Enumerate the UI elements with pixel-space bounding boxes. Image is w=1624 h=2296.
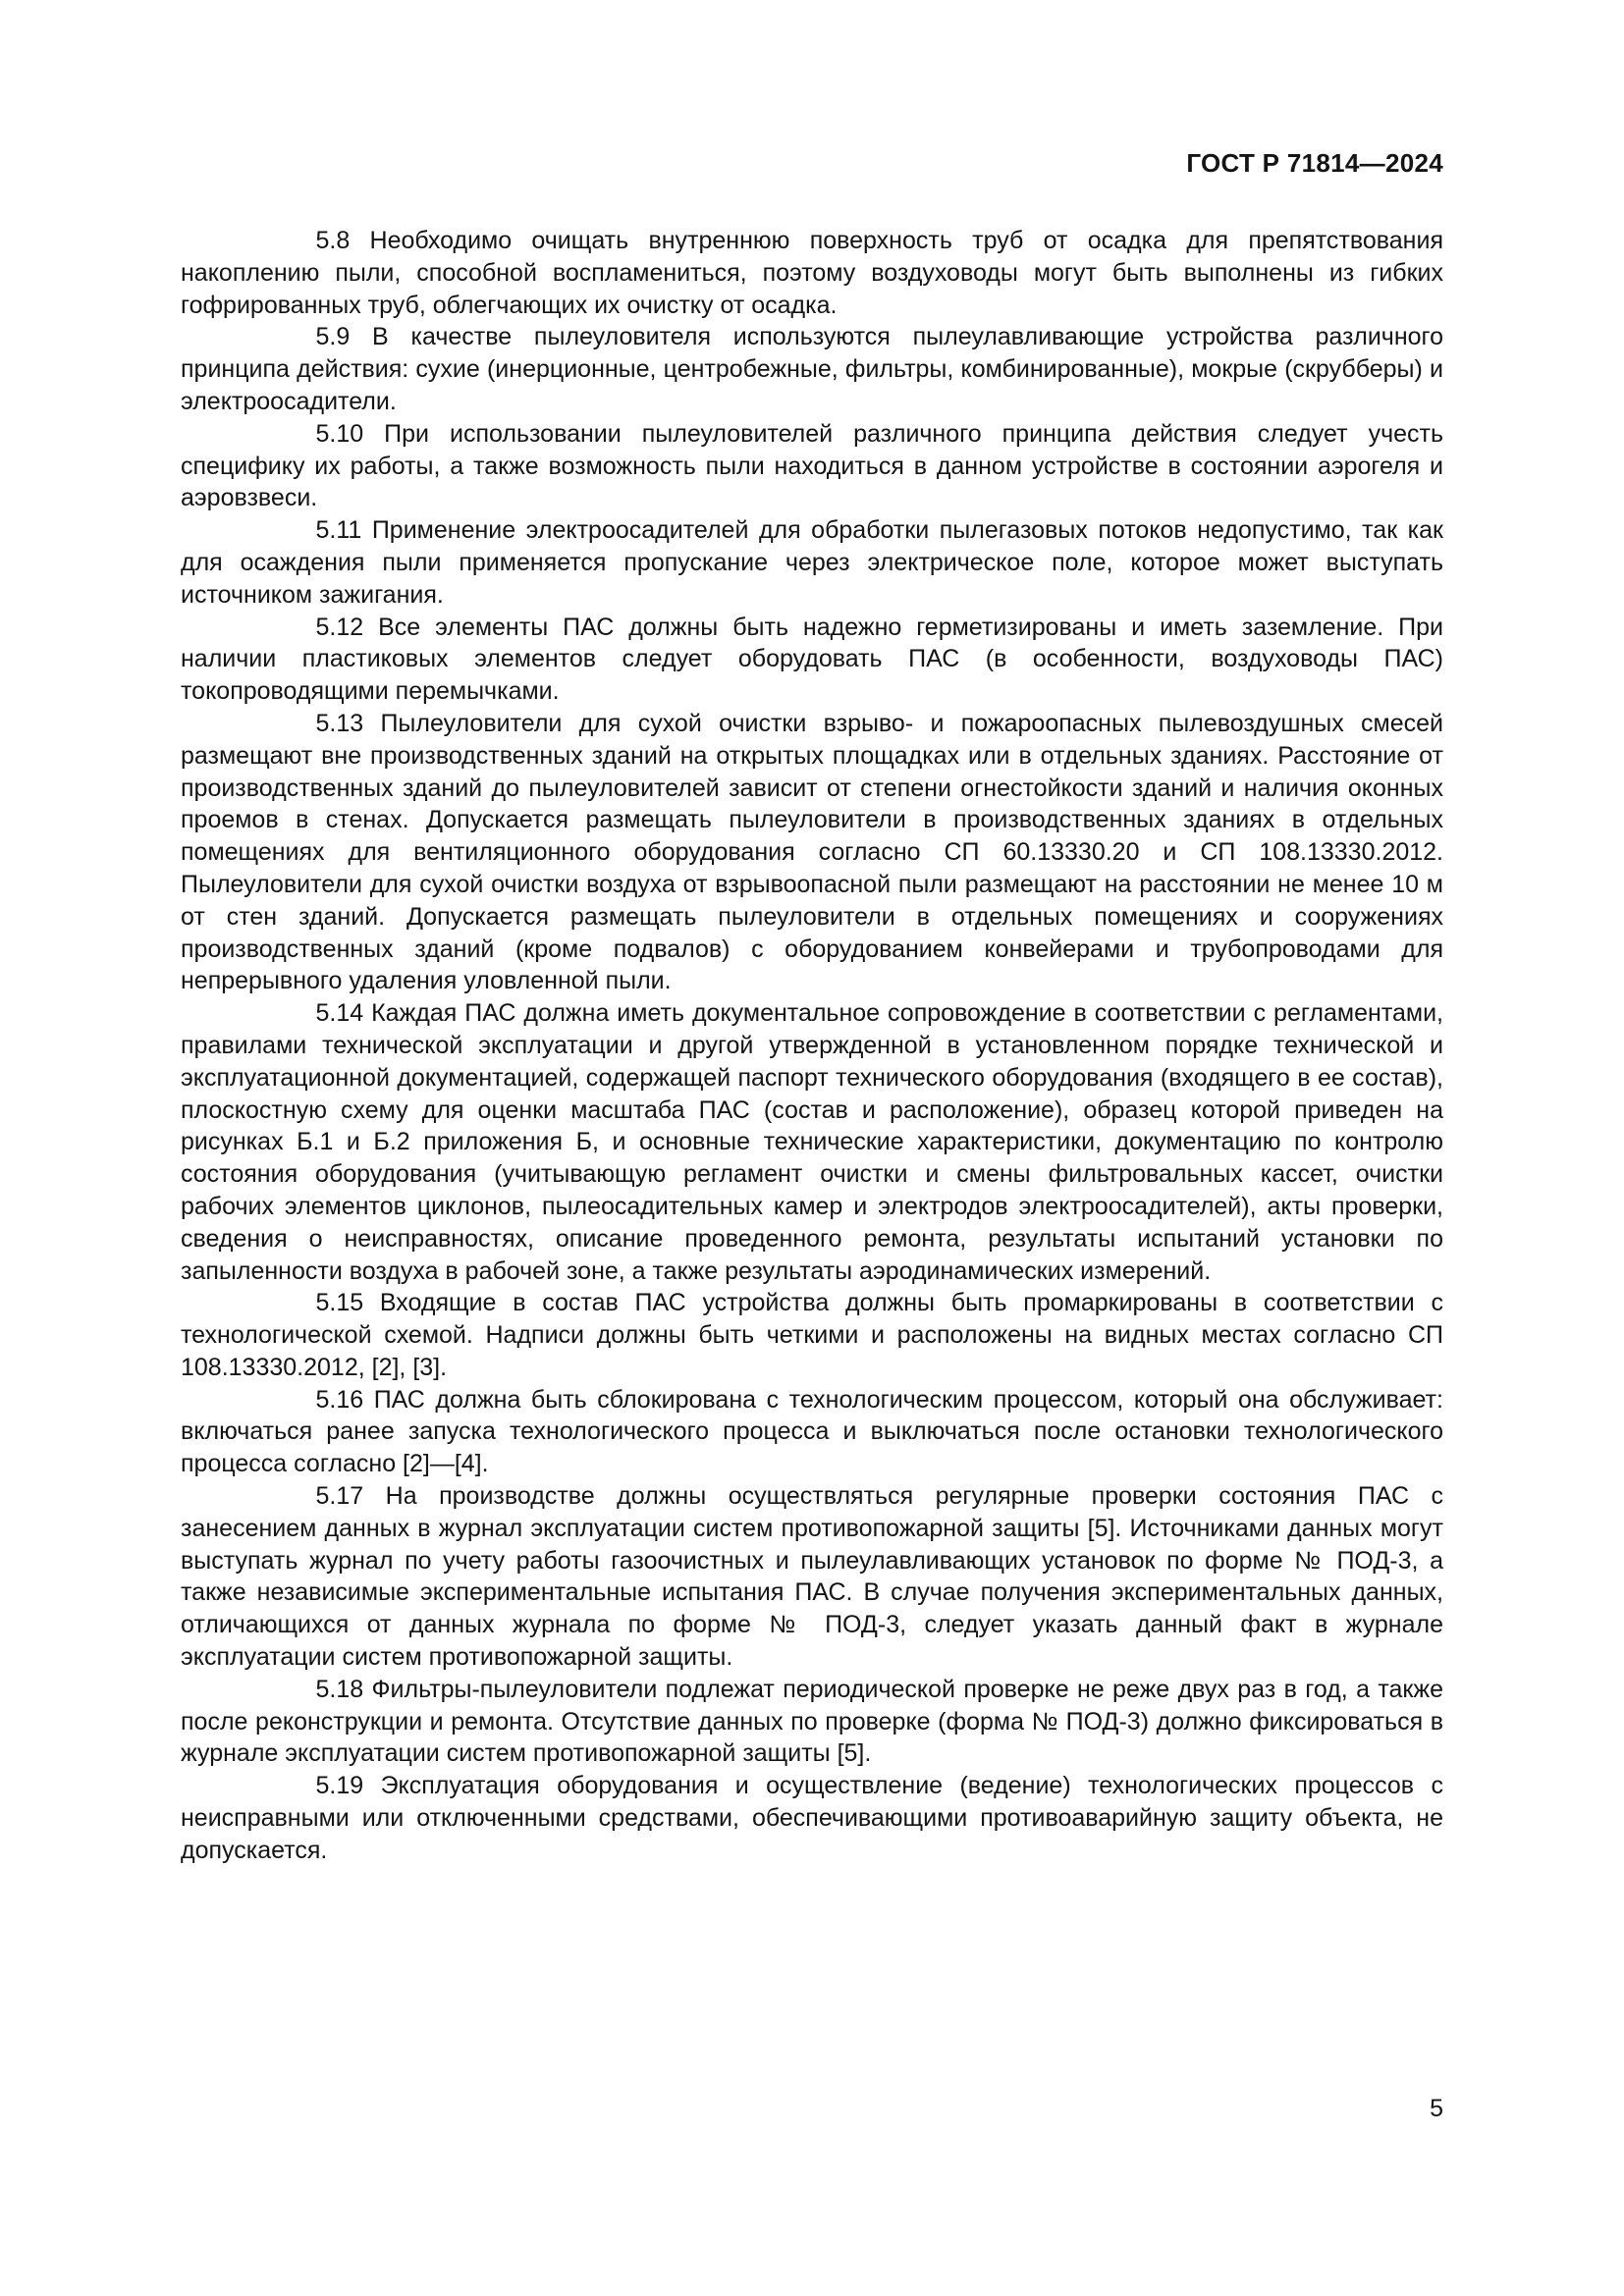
paragraph-5-17: 5.17 На производстве должны осуществляться регулярные проверки состояния ПАС с занесением данных в журнал эксплуатации систем противопожарной защиты [5]. Источниками данных могут выступать журнал по учету работы газоочистных и пылеулавливающих установок по форме № ПОД-3, а также независимые экспериментальные испытания ПАС. В случае получения экспериментальных данных, отличающихся от данных журнала по форме № ПОД-3, следует указать данный факт в журнале эксплуатации систем противопожарной защиты.: [181, 1482, 1443, 1672]
paragraph-5-19: 5.19 Эксплуатация оборудования и осуществление (ведение) технологических процессов с неисправными или отключенными средствами, обеспечивающими противоаварийную защиту объекта, не допускается.: [181, 1772, 1443, 1864]
paragraph-5-12: 5.12 Все элементы ПАС должны быть надежно герметизированы и иметь заземление. При наличии пластиковых элементов следует оборудовать ПАС (в особенности, воздуховоды ПАС) токопроводящими перемычками.: [181, 613, 1443, 706]
paragraph-5-18: 5.18 Фильтры-пылеуловители подлежат периодической проверке не реже двух раз в год, а также после реконструкции и ремонта. Отсутствие данных по проверке (форма № ПОД-3) должно фиксироваться в журнале эксплуатации систем противопожарной защиты [5].: [181, 1675, 1443, 1768]
paragraph-5-8: 5.8 Необходимо очищать внутреннюю поверхность труб от осадка для препятствования накоплению пыли, способной воспламениться, поэтому воздуховоды могут быть выполнены из гибких гофрированных труб, облегчающих их очистку от осадка.: [181, 227, 1443, 319]
paragraph-5-16: 5.16 ПАС должна быть сблокирована с технологическим процессом, который она обслуживает: включаться ранее запуска технологического процесса и выключаться после остановки технологического процесса согласно [2]—[4].: [181, 1385, 1443, 1478]
paragraph-5-11: 5.11 Применение электроосадителей для обработки пылегазовых потоков недопустимо, так как для осаждения пыли применяется пропускание через электрическое поле, которое может выступать источником зажигания.: [181, 516, 1443, 609]
paragraph-5-14: 5.14 Каждая ПАС должна иметь документальное сопровождение в соответствии с регламентами, правилами технической эксплуатации и другой утвержденной в установленном порядке технической и эксплуатационной документацией, содержащей паспорт технического оборудования (входящего в ее состав), плоскостную схему для оценки масштаба ПАС (состав и расположение), образец которой приведен на рисунках Б.1 и Б.2 приложения Б, и основные технические характеристики, документацию по контролю состояния оборудования (учитывающую регламент очистки и смены фильтровальных кассет, очистки рабочих элементов циклонов, пылеосадительных камер и электродов электроосадителей), акты проверки, сведения о неисправностях, описание проведенного ремонта, результаты испытаний установки по запыленности воздуха в рабочей зоне, а также результаты аэродинамических измерений.: [181, 999, 1443, 1285]
paragraph-5-13: 5.13 Пылеуловители для сухой очистки взрыво- и пожароопасных пылевоздушных смесей размещают вне производственных зданий на открытых площадках или в отдельных зданиях. Расстояние от производственных зданий до пылеуловителей зависит от степени огнестойкости зданий и наличия оконных проемов в стенах. Допускается размещать пылеуловители в производственных зданиях в отдельных помещениях для вентиляционного оборудования согласно СП 60.13330.20 и СП 108.13330.2012. Пылеуловители для сухой очистки воздуха от взрывоопасной пыли размещают на расстоянии не менее 10 м от стен зданий. Допускается размещать пылеуловители в отдельных помещениях и сооружениях производственных зданий (кроме подвалов) с оборудованием конвейерами и трубопроводами для непрерывного удаления уловленной пыли.: [181, 709, 1443, 995]
page-number: 5: [1430, 2095, 1443, 2122]
paragraph-5-15: 5.15 Входящие в состав ПАС устройства должны быть промаркированы в соответствии с технологической схемой. Надписи должны быть четкими и расположены на видных местах согласно СП 108.13330.2012, [2], [3].: [181, 1289, 1443, 1381]
document-body: [181, 225, 1443, 1867]
paragraph-5-10: 5.10 При использовании пылеуловителей различного принципа действия следует учесть специфику их работы, а также возможность пыли находиться в данном устройстве в состоянии аэрогеля и аэровзвеси.: [181, 419, 1443, 512]
document-header: ГОСТ Р 71814—2024: [1186, 148, 1443, 178]
paragraph-5-9: 5.9 В качестве пылеуловителя используются пылеулавливающие устройства различного принципа действия: сухие (инерционные, центробежные, фильтры, комбинированные), мокрые (скрубберы) и электроосадители.: [181, 323, 1443, 415]
